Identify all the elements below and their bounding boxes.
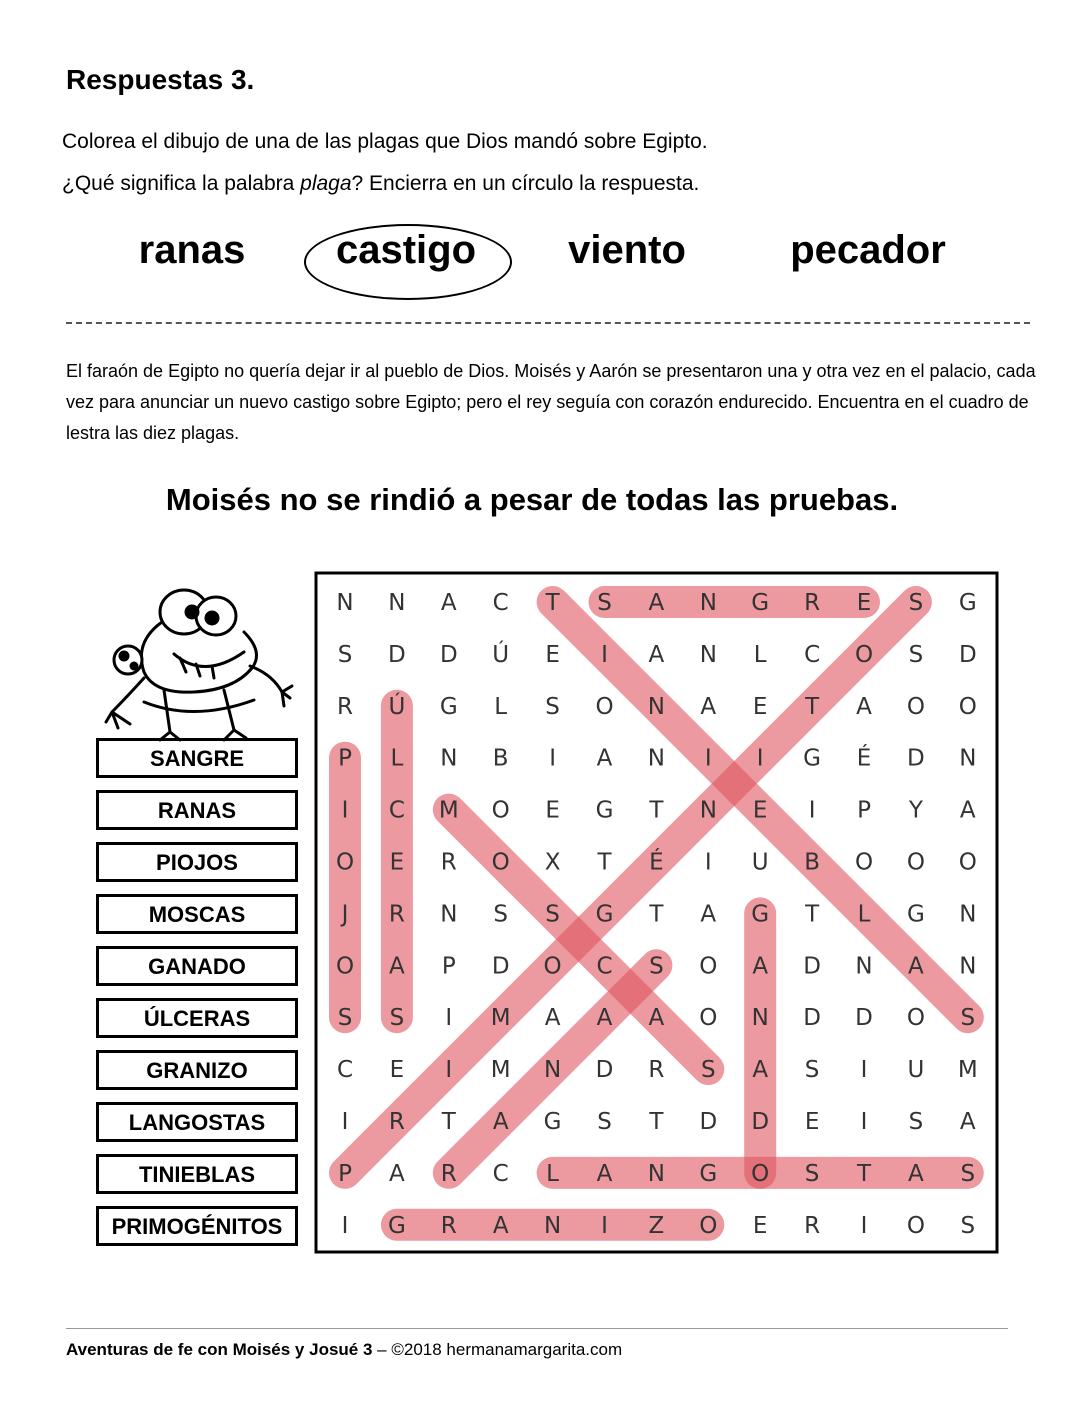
grid-letter: A (492, 1109, 509, 1135)
option-viento: viento (568, 228, 686, 272)
grid-letter: G (751, 901, 770, 928)
grid-letter: O (491, 849, 510, 876)
grid-letter: S (804, 1160, 820, 1187)
grid-letter: M (438, 797, 459, 824)
grid-letter: A (596, 745, 613, 772)
grid-letter: G (958, 590, 977, 616)
grid-letter: R (440, 849, 457, 876)
grid-letter: G (439, 693, 458, 720)
grid-letter: Z (648, 1212, 665, 1239)
grid-letter: R (337, 693, 353, 720)
grid-letter: G (595, 901, 614, 928)
grid-letter: O (699, 1005, 718, 1032)
word-list-item: RANAS (96, 790, 298, 830)
word-list-item: PIOJOS (96, 842, 298, 882)
grid-letter: D (803, 953, 821, 980)
grid-letter: I (704, 849, 712, 876)
instruction-text: ¿Qué significa la palabra (62, 172, 301, 195)
section-heading: Moisés no se rindió a pesar de todas las pruebas. (165, 482, 899, 517)
instruction-emphasis: plaga (300, 172, 352, 195)
grid-letter: O (906, 693, 925, 720)
grid-letter: I (445, 1057, 453, 1084)
grid-letter: D (439, 641, 458, 668)
grid-letter: N (959, 901, 977, 928)
grid-letter: O (335, 849, 355, 876)
grid-letter: A (440, 590, 457, 616)
grid-letter: P (441, 953, 456, 980)
grid-letter: P (338, 1160, 352, 1187)
grid-letter: O (699, 953, 718, 980)
grid-letter: É (856, 745, 872, 772)
grid-letter: L (546, 1160, 560, 1187)
grid-letter: S (337, 641, 353, 668)
grid-letter: O (543, 953, 562, 980)
grid-letter: N (959, 745, 977, 772)
grid-letter: A (648, 590, 665, 616)
grid-letter: S (960, 1005, 976, 1032)
grid-letter: C (492, 590, 509, 616)
grid-letter: I (756, 745, 764, 772)
grid-letter: E (545, 797, 560, 824)
grid-letter: L (494, 693, 508, 720)
grid-letter: N (440, 745, 458, 772)
grid-letter: G (751, 590, 770, 616)
grid-letter: A (908, 1160, 924, 1187)
footer-title: Aventuras de fe con Moisés y Josué 3 (66, 1340, 373, 1359)
grid-letter: G (595, 797, 614, 824)
word-list-item: SANGRE (96, 738, 298, 778)
word-list-item: GRANIZO (96, 1050, 298, 1090)
grid-letter: A (389, 1160, 405, 1187)
grid-letter: O (906, 1005, 925, 1032)
grid-letter: T (545, 590, 560, 616)
grid-letter: A (648, 1005, 665, 1032)
grid-letter: E (389, 1057, 405, 1084)
grid-letter: X (544, 849, 561, 876)
grid-letter: A (752, 953, 769, 980)
grid-letter: S (700, 1057, 716, 1084)
instruction-text-end: ? Encierra en un círculo la respuesta. (351, 172, 700, 195)
word-list-item: PRIMOGÉNITOS (96, 1206, 298, 1246)
grid-letter: D (907, 745, 925, 772)
grid-letter: E (752, 797, 768, 824)
grid-letter: S (960, 1160, 976, 1187)
option-pecador: pecador (790, 228, 946, 272)
grid-letter: A (492, 1212, 509, 1239)
grid-letter: E (804, 1109, 820, 1135)
grid-letter: T (649, 797, 664, 824)
page-title: Respuestas 3. (66, 64, 255, 95)
grid-letter: R (804, 1212, 821, 1239)
grid-letter: Y (908, 797, 923, 824)
grid-letter: G (803, 745, 822, 772)
grid-letter: I (341, 1109, 349, 1135)
grid-letter: I (341, 797, 349, 824)
grid-letter: N (388, 590, 406, 616)
grid-letter: Ú (492, 641, 510, 668)
grid-letter: A (596, 1160, 613, 1187)
grid-letter: S (908, 1109, 924, 1135)
grid-letter: E (389, 849, 405, 876)
grid-letter: E (752, 693, 768, 720)
grid-letter: A (959, 797, 976, 824)
grid-letter: T (649, 901, 664, 928)
grid-letter: R (440, 1212, 457, 1239)
grid-letter: N (647, 693, 666, 720)
grid-letter: I (601, 1212, 608, 1239)
grid-letter: B (492, 745, 509, 772)
grid-letter: L (857, 901, 871, 928)
footer (66, 1340, 622, 1360)
grid-letter: N (543, 1212, 562, 1239)
grid-letter: A (752, 1057, 769, 1084)
grid-letter: R (648, 1057, 665, 1084)
grid-letter: G (543, 1109, 562, 1135)
grid-letter: J (341, 901, 349, 928)
grid-letter: U (751, 849, 769, 876)
grid-letter: T (805, 901, 820, 928)
grid-letter: S (545, 901, 560, 928)
grid-letter: N (699, 590, 717, 616)
grid-letter: C (388, 797, 405, 824)
grid-letter: A (389, 953, 405, 980)
grid-letter: G (699, 1160, 718, 1187)
grid-letter: S (804, 1057, 820, 1084)
grid-letter: O (958, 693, 977, 720)
grid-letter: O (906, 1212, 925, 1239)
grid-letter: E (752, 1212, 768, 1239)
grid-letter: S (908, 641, 924, 668)
grid-letter: S (597, 590, 612, 616)
grid-letter: P (338, 745, 352, 772)
grid-letter: D (595, 1057, 614, 1084)
word-list-item: GANADO (96, 946, 298, 986)
grid-letter: O (335, 953, 355, 980)
grid-letter: S (493, 901, 509, 928)
grid-letter: S (908, 590, 924, 616)
grid-letter: R (804, 590, 821, 616)
grid-letter: I (549, 745, 556, 772)
grid-letter: I (341, 1212, 349, 1239)
grid-letter: N (855, 953, 873, 980)
grid-letter: D (388, 641, 406, 668)
grid-letter: P (857, 797, 871, 824)
grid-letter: L (753, 641, 767, 668)
grid-letter: N (751, 1005, 769, 1032)
grid-letter: S (389, 1005, 405, 1032)
grid-letter: O (854, 849, 874, 876)
grid-letter: S (337, 1005, 353, 1032)
grid-letter: I (601, 641, 608, 668)
grid-letter: M (490, 1057, 511, 1084)
grid-letter: T (649, 1109, 664, 1135)
grid-letter: A (959, 1109, 976, 1135)
grid-letter: A (544, 1005, 561, 1032)
grid-letter: T (441, 1109, 456, 1135)
grid-letter: A (596, 1005, 613, 1032)
grid-letter: S (960, 1212, 976, 1239)
grid-letter: O (854, 641, 874, 668)
grid-letter: R (388, 901, 405, 928)
grid-letter: C (596, 953, 613, 980)
word-list-item: MOSCAS (96, 894, 298, 934)
grid-letter: D (751, 1109, 770, 1135)
option-ranas: ranas (138, 228, 246, 272)
grid-letter: C (804, 641, 821, 668)
grid-letter: E (545, 641, 560, 668)
grid-letter: M (490, 1005, 511, 1032)
grid-letter: U (907, 1057, 925, 1084)
grid-letter: I (860, 1109, 868, 1135)
grid-letter: Ú (388, 693, 406, 720)
grid-letter: C (492, 1160, 509, 1187)
grid-letter: A (700, 693, 717, 720)
grid-letter: O (699, 1212, 718, 1239)
grid-letter: G (387, 1212, 406, 1239)
word-list-item: TINIEBLAS (96, 1154, 298, 1194)
grid-letter: D (491, 953, 510, 980)
grid-letter: M (957, 1057, 978, 1084)
grid-letter: N (699, 797, 717, 824)
footer-copyright: – ©2018 hermanamargarita.com (372, 1340, 623, 1359)
grid-letter: O (491, 797, 510, 824)
grid-letter: I (704, 745, 712, 772)
grid-letter: N (959, 953, 977, 980)
grid-letter: N (647, 745, 666, 772)
option-castigo: castigo (335, 228, 477, 272)
grid-letter: N (440, 901, 458, 928)
grid-letter: É (649, 849, 664, 876)
grid-letter: N (336, 590, 354, 616)
grid-letter: A (908, 953, 924, 980)
grid-letter: D (958, 641, 977, 668)
grid-letter: N (647, 1160, 666, 1187)
word-list-item: LANGOSTAS (96, 1102, 298, 1142)
grid-letter: S (649, 953, 664, 980)
grid-letter: D (855, 1005, 873, 1032)
grid-letter: I (860, 1212, 868, 1239)
grid-letter: G (906, 901, 925, 928)
grid-letter: O (958, 849, 977, 876)
grid-letter: R (388, 1109, 405, 1135)
grid-letter: N (543, 1057, 562, 1084)
grid-letter: C (336, 1057, 354, 1084)
grid-letter: O (906, 849, 925, 876)
grid-letter: N (699, 641, 717, 668)
grid-letter: O (595, 693, 614, 720)
grid-letter: D (803, 1005, 821, 1032)
instruction-color: Colorea el dibujo de una de las plagas que Dios mandó sobre Egipto. (62, 130, 708, 153)
word-list-item: ÚLCERAS (96, 998, 298, 1038)
grid-letter: T (597, 849, 612, 876)
grid-letter: S (597, 1109, 612, 1135)
grid-letter: S (545, 693, 560, 720)
footer-divider (66, 1328, 1008, 1329)
grid-letter: D (699, 1109, 718, 1135)
grid-letter: E (856, 590, 872, 616)
grid-letter: T (805, 693, 820, 720)
grid-letter: A (856, 693, 872, 720)
grid-letter: A (648, 641, 665, 668)
grid-letter: I (808, 797, 816, 824)
grid-letter: I (860, 1057, 868, 1084)
grid-letter: R (440, 1160, 457, 1187)
grid-letter: A (700, 901, 717, 928)
grid-letter: L (390, 745, 404, 772)
story-paragraph: El faraón de Egipto no quería dejar ir al pueblo de Dios. Moisés y Aarón se presentaron una y otra vez en el palacio, cada vez para anunciar un nuevo castigo sobre Egipto; pero el rey seguía con corazón endurecido. Encuentra en el cuadro de lestra las diez plagas. (66, 361, 1036, 443)
grid-letter: B (804, 849, 820, 876)
grid-letter: O (751, 1160, 770, 1187)
grid-letter: T (856, 1160, 872, 1187)
grid-letter: I (445, 1005, 453, 1032)
